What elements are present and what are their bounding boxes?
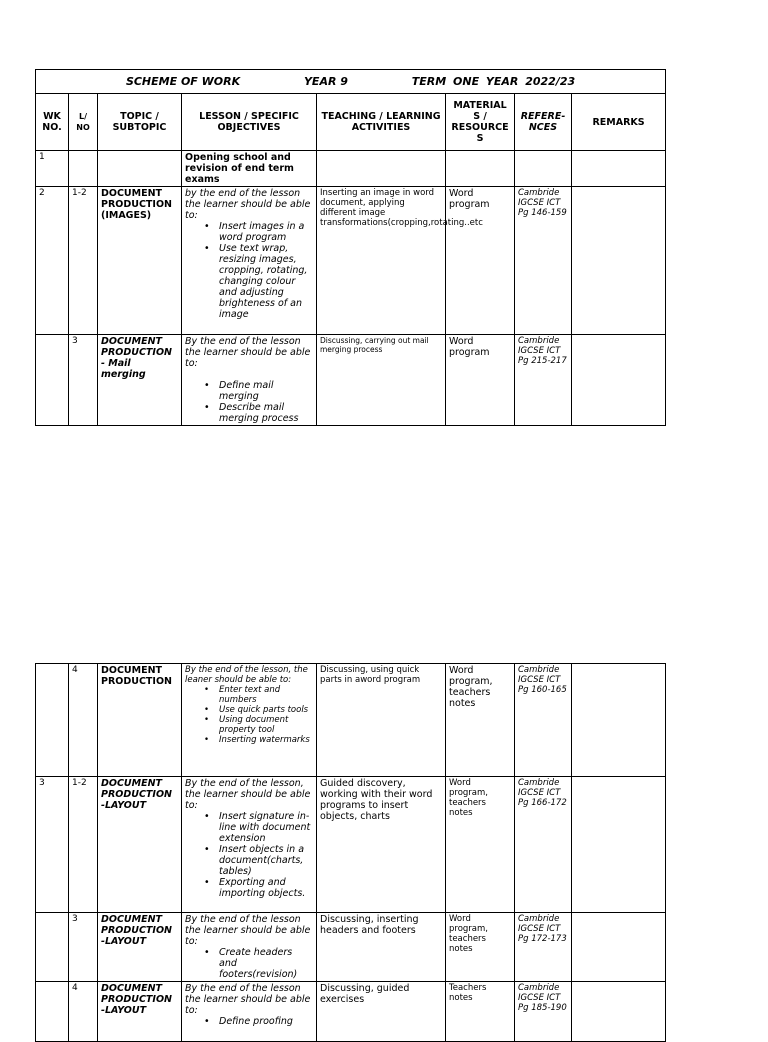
wk-cell: 2 xyxy=(36,187,69,335)
wk-cell xyxy=(36,335,69,426)
table-row xyxy=(36,982,666,1042)
materials-cell: Word program xyxy=(446,335,515,426)
lno-cell: 3 xyxy=(69,913,98,982)
objectives-list xyxy=(185,811,313,899)
materials-cell: Word program, teachers notes xyxy=(446,777,515,913)
header-materials: MATERIAL S / RESOURCE S xyxy=(446,94,515,151)
objectives-list xyxy=(185,221,313,320)
remarks-cell xyxy=(572,335,666,426)
objective-item: • Insert signature in-line with document extension xyxy=(219,811,313,844)
title-term: TERM ONE YEAR 2022/23 xyxy=(411,75,576,88)
objective-item: • Using document property tool xyxy=(219,715,313,735)
lno-cell: 4 xyxy=(69,664,98,777)
topic-cell: DOCUMENT PRODUCTION -LAYOUT xyxy=(98,913,182,982)
lno-cell: 1-2 xyxy=(69,187,98,335)
objectives-intro: By the end of the lesson the learner should be able to: xyxy=(185,336,311,369)
topic-cell: DOCUMENT PRODUCTION (IMAGES) xyxy=(98,187,182,335)
references-cell xyxy=(515,151,572,187)
objectives-list xyxy=(185,1016,313,1027)
materials-cell: Word program, teachers notes xyxy=(446,664,515,777)
objectives-cell: Opening school and revision of end term exams xyxy=(182,151,317,187)
references-cell: Cambride IGCSE ICT Pg 215-217 xyxy=(515,335,572,426)
wk-cell: 1 xyxy=(36,151,69,187)
header-wk: WK NO. xyxy=(36,94,69,151)
wk-cell: 3 xyxy=(36,777,69,913)
document-title xyxy=(36,70,666,94)
lno-cell: 4 xyxy=(69,982,98,1042)
table-row xyxy=(36,187,666,335)
header-objectives: LESSON / SPECIFIC OBJECTIVES xyxy=(182,94,317,151)
activities-cell xyxy=(317,151,446,187)
objectives-list xyxy=(185,947,313,980)
objective-item: • Use text wrap, resizing images, cropping, rotating, changing colour and adjusting brighteness of an image xyxy=(219,243,313,320)
objectives-cell xyxy=(182,777,317,913)
materials-cell: Word program, teachers notes xyxy=(446,913,515,982)
remarks-cell xyxy=(572,777,666,913)
objective-item: • Exporting and importing objects. xyxy=(219,877,313,899)
references-cell: Cambride IGCSE ICT Pg 160-165 xyxy=(515,664,572,777)
title-year: YEAR 9 xyxy=(303,75,348,88)
objectives-cell xyxy=(182,913,317,982)
references-cell: Cambride IGCSE ICT Pg 172-173 xyxy=(515,913,572,982)
header-remarks: REMARKS xyxy=(572,94,666,151)
activities-cell: Discussing, using quick parts in aword program xyxy=(317,664,446,777)
remarks-cell xyxy=(572,151,666,187)
wk-cell xyxy=(36,664,69,777)
remarks-cell xyxy=(572,664,666,777)
objectives-list xyxy=(185,380,313,424)
objective-item: • Define mail merging xyxy=(219,380,313,402)
objectives-intro: By the end of the lesson, the learner should be able to: xyxy=(185,778,311,811)
objective-item: • Insert objects in a document(charts, tables) xyxy=(219,844,313,877)
remarks-cell xyxy=(572,187,666,335)
lno-cell xyxy=(69,151,98,187)
objectives-list xyxy=(185,685,313,745)
objectives-cell xyxy=(182,187,317,335)
objectives-intro: By the end of the lesson, the leaner should be able to: xyxy=(185,665,308,685)
topic-cell: DOCUMENT PRODUCTION -LAYOUT xyxy=(98,982,182,1042)
objective-item: • Describe mail merging process xyxy=(219,402,313,424)
materials-cell: Word program xyxy=(446,187,515,335)
materials-cell: Teachers notes xyxy=(446,982,515,1042)
references-cell: Cambride IGCSE ICT Pg 166-172 xyxy=(515,777,572,913)
wk-cell xyxy=(36,982,69,1042)
remarks-cell xyxy=(572,982,666,1042)
table-row xyxy=(36,913,666,982)
table-row xyxy=(36,664,666,777)
materials-cell xyxy=(446,151,515,187)
objectives-cell xyxy=(182,664,317,777)
objective-item: • Define proofing xyxy=(219,1016,313,1027)
remarks-cell xyxy=(572,913,666,982)
references-cell: Cambride IGCSE ICT Pg 185-190 xyxy=(515,982,572,1042)
wk-cell xyxy=(36,913,69,982)
activities-cell: Inserting an image in word document, applying different image transformations(cropping,rotating..etc xyxy=(317,187,446,335)
objective-item: • Insert images in a word program xyxy=(219,221,313,243)
objectives-cell xyxy=(182,982,317,1042)
objectives-intro: By the end of the lesson the learner should be able to: xyxy=(185,983,311,1016)
activities-cell: Discussing, carrying out mail merging process xyxy=(317,335,446,426)
references-cell: Cambride IGCSE ICT Pg 146-159 xyxy=(515,187,572,335)
activities-cell: Guided discovery, working with their word programs to insert objects, charts xyxy=(317,777,446,913)
table-row xyxy=(36,151,666,187)
title-scheme: SCHEME OF WORK xyxy=(125,75,241,88)
header-lno: L/ NO xyxy=(69,94,98,151)
objective-item: • Inserting watermarks xyxy=(219,735,313,745)
table-row xyxy=(36,777,666,913)
topic-cell: DOCUMENT PRODUCTION -LAYOUT xyxy=(98,777,182,913)
lno-cell: 1-2 xyxy=(69,777,98,913)
objective-item: • Create headers and footers(revision) xyxy=(219,947,313,980)
header-row xyxy=(36,94,666,151)
objectives-intro: by the end of the lesson the learner should be able to: xyxy=(185,188,311,221)
table-row xyxy=(36,335,666,426)
activities-cell: Discussing, guided exercises xyxy=(317,982,446,1042)
header-references: REFERE-NCES xyxy=(515,94,572,151)
objectives-intro: By the end of the lesson the learner should be able to: xyxy=(185,914,311,947)
header-topic: TOPIC / SUBTOPIC xyxy=(98,94,182,151)
scheme-of-work-table-1 xyxy=(35,69,666,426)
topic-cell xyxy=(98,151,182,187)
topic-cell: DOCUMENT PRODUCTION xyxy=(98,664,182,777)
objective-item: • Enter text and numbers xyxy=(219,685,313,705)
scheme-of-work-table-2 xyxy=(35,663,666,1042)
activities-cell: Discussing, inserting headers and footers xyxy=(317,913,446,982)
topic-cell: DOCUMENT PRODUCTION - Mail merging xyxy=(98,335,182,426)
header-activities: TEACHING / LEARNING ACTIVITIES xyxy=(317,94,446,151)
objectives-cell xyxy=(182,335,317,426)
lno-cell: 3 xyxy=(69,335,98,426)
objective-item: • Use quick parts tools xyxy=(219,705,313,715)
